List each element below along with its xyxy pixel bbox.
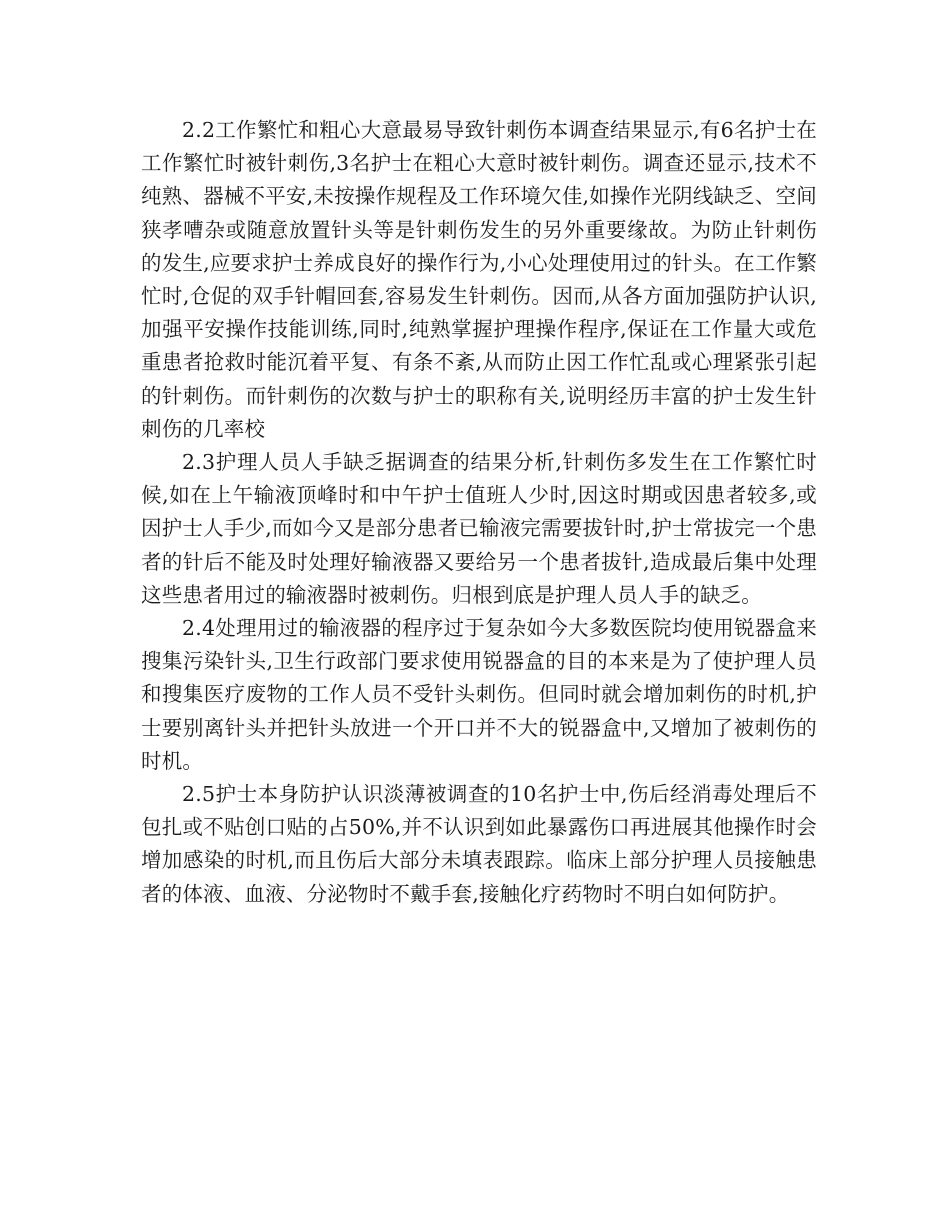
paragraph-2-4: 2.4处理用过的输液器的程序过于复杂如今大多数医院均使用锐器盒来搜集污染针头,卫生行政部门要求使用锐器盒的目的本来是为了使护理人员和搜集医疗废物的工作人员不受针头刺伤。但同时就会增加刺伤的时机,护士要别离针头并把针头放进一个开口并不大的锐器盒中,又增加了被刺伤的时机。 [141, 616, 817, 773]
paragraph-2-2: 2.2工作繁忙和粗心大意最易导致针刺伤本调查结果显示,有6名护士在工作繁忙时被针刺伤,3名护士在粗心大意时被针刺伤。调查还显示,技术不纯熟、器械不平安,未按操作规程及工作环境欠佳,如操作光阴线缺乏、空间狭孝嘈杂或随意放置针头等是针刺伤发生的另外重要缘故。为防止针刺伤的发生,应要求护士养成良好的操作行为,小心处理使用过的针头。在工作繁忙时,仓促的双手针帽回套,容易发生针刺伤。因而,从各方面加强防护认识,加强平安操作技能训练,同时,纯熟掌握护理操作程序,保证在工作量大或危重患者抢救时能沉着平复、有条不紊,从而防止因工作忙乱或心理紧张引起的针刺伤。而针刺伤的次数与护士的职称有关,说明经历丰富的护士发生针刺伤的几率校 [141, 118, 817, 441]
document-page [141, 114, 817, 911]
paragraph-2-3: 2.3护理人员人手缺乏据调查的结果分析,针刺伤多发生在工作繁忙时候,如在上午输液顶峰时和中午护士值班人少时,因这时期或因患者较多,或因护士人手少,而如今又是部分患者已输液完需要拔针时,护士常拔完一个患者的针后不能及时处理好输液器又要给另一个患者拔针,造成最后集中处理这些患者用过的输液器时被刺伤。归根到底是护理人员人手的缺乏。 [141, 450, 817, 607]
paragraph-2-5: 2.5护士本身防护认识淡薄被调查的10名护士中,伤后经消毒处理后不包扎或不贴创口贴的占50%,并不认识到如此暴露伤口再进展其他操作时会增加感染的时机,而且伤后大部分未填表跟踪。临床上部分护理人员接触患者的体液、血液、分泌物时不戴手套,接触化疗药物时不明白如何防护。 [141, 782, 817, 906]
